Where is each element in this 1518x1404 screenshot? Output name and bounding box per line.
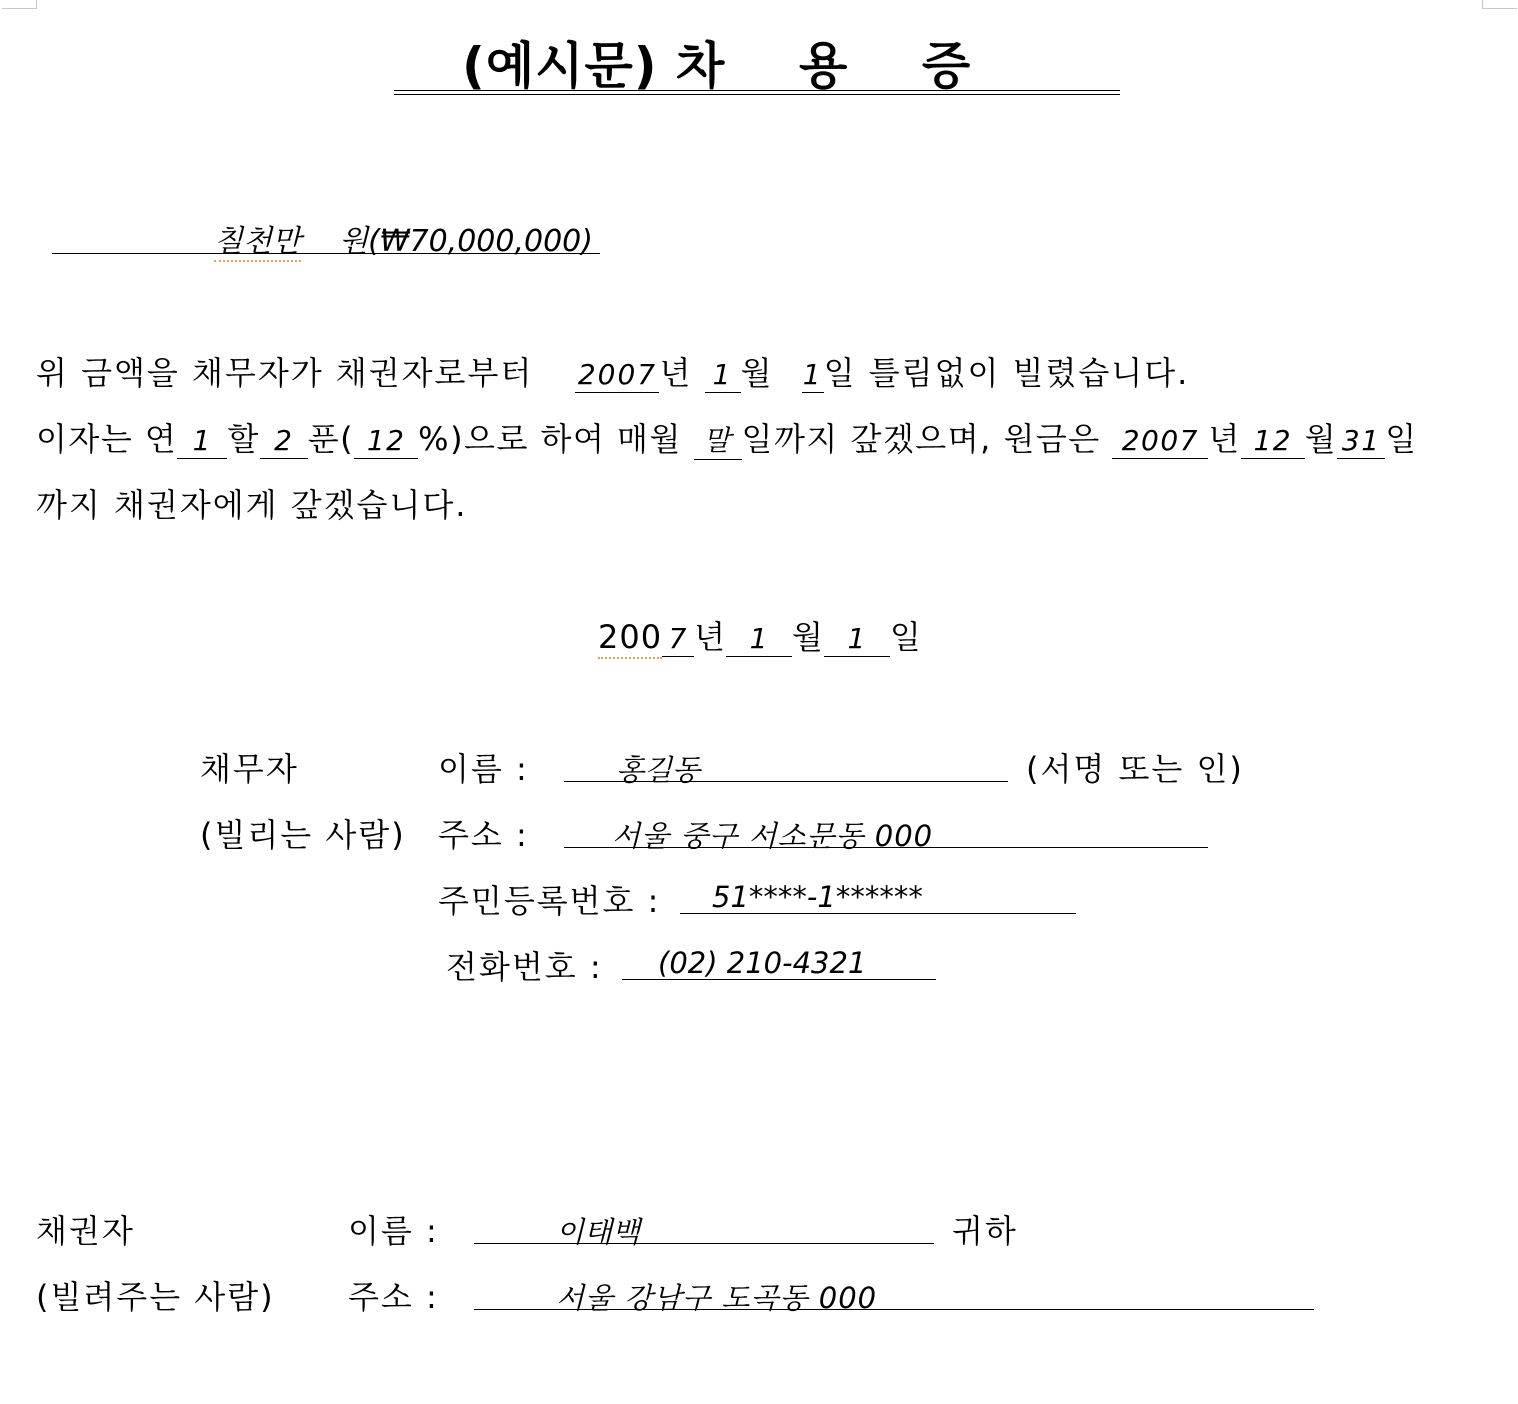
date-year-unit: 년	[694, 618, 726, 656]
creditor-address-label: 주소 :	[348, 1278, 439, 1316]
interest-pct-text: %)으로 하여 매월	[418, 420, 682, 458]
creditor-sublabel: (빌려주는 사람)	[36, 1278, 275, 1316]
debtor-sublabel: (빌리는 사람)	[200, 816, 406, 854]
due-day-field	[1337, 420, 1385, 459]
due-year: 2007	[1121, 424, 1199, 457]
creditor-honorific: 귀하	[952, 1212, 1018, 1250]
creditor-name-underline	[474, 1243, 934, 1244]
loan-month-unit: 월	[740, 354, 774, 392]
interest-pun-field	[260, 420, 308, 459]
interest-pun-unit: 푼(	[307, 420, 355, 458]
interest-hal-unit: 할	[227, 420, 260, 458]
interest-hal-field	[177, 420, 227, 459]
debtor-address-label: 주소 :	[438, 816, 529, 854]
creditor-name-label: 이름 :	[348, 1212, 439, 1250]
creditor-address: 서울 강남구 도곡동 000	[556, 1281, 878, 1315]
loan-day: 1	[802, 358, 823, 391]
loan-year-field	[575, 354, 659, 393]
title-underline-second	[394, 94, 1120, 95]
body-line1-text: 위 금액을 채무자가 채권자로부터	[36, 354, 534, 392]
interest-text: 이자는 연	[36, 420, 178, 458]
debtor-name-label: 이름 :	[438, 750, 529, 788]
due-month-unit: 월	[1304, 420, 1338, 458]
date-day-unit: 일	[889, 618, 922, 656]
body-line1-end: 일 틀림없이 빌렸습니다.	[823, 354, 1190, 392]
page-corner-mark	[2, 0, 37, 9]
debtor-name: 홍길동	[616, 753, 701, 787]
date-day: 1	[847, 622, 867, 655]
creditor-label: 채권자	[36, 1212, 135, 1250]
date-month-unit: 월	[792, 618, 824, 656]
due-day-unit: 일	[1385, 420, 1418, 458]
document-date	[598, 612, 922, 658]
interest-hal-value: 1	[192, 424, 212, 457]
due-month-field	[1241, 420, 1305, 459]
interest-rate: 12	[366, 424, 406, 457]
date-year-digit: 7	[668, 622, 688, 655]
due-year-field	[1112, 420, 1208, 459]
document-title: (예시문) 차 용 증	[462, 37, 972, 95]
date-prefix: 200	[598, 618, 662, 659]
loan-year-unit: 년	[659, 354, 693, 392]
loan-month-field	[705, 354, 741, 393]
body-line-1	[36, 348, 1189, 394]
amount	[214, 216, 593, 260]
date-month: 1	[749, 622, 769, 655]
date-month-field	[726, 618, 792, 657]
body-line-2	[36, 414, 1418, 460]
amount-won: 원(₩70,000,000)	[339, 224, 593, 259]
principal-text: 일까지 갚겠으며, 원금은	[741, 420, 1101, 458]
pay-day: 말	[703, 424, 732, 457]
debtor-phone: (02) 210-4321	[658, 946, 867, 980]
loan-day-field	[802, 354, 824, 393]
interest-pun-value: 2	[274, 424, 294, 457]
date-year-field	[662, 618, 694, 657]
creditor-name: 이태백	[556, 1215, 641, 1249]
pay-day-field	[694, 419, 742, 460]
page-corner-mark	[1482, 0, 1517, 9]
amount-korean: 칠천만	[214, 224, 301, 262]
debtor-id-label: 주민등록번호 :	[438, 882, 661, 920]
debtor-label: 채무자	[200, 750, 299, 788]
title-underline	[394, 90, 1120, 91]
loan-month: 1	[712, 358, 733, 391]
due-month: 12	[1253, 424, 1293, 457]
date-day-field	[824, 618, 890, 657]
body-line-3: 까지 채권자에게 갚겠습니다.	[36, 486, 468, 524]
debtor-phone-label: 전화번호 :	[446, 948, 603, 986]
debtor-address: 서울 중구 서소문동 000	[612, 819, 934, 853]
interest-rate-field	[354, 420, 418, 459]
debtor-id: 51****-1******	[712, 880, 923, 914]
loan-year: 2007	[577, 358, 658, 391]
due-day: 31	[1341, 424, 1381, 457]
due-year-unit: 년	[1208, 420, 1241, 458]
debtor-sign-note: (서명 또는 인)	[1026, 750, 1244, 788]
